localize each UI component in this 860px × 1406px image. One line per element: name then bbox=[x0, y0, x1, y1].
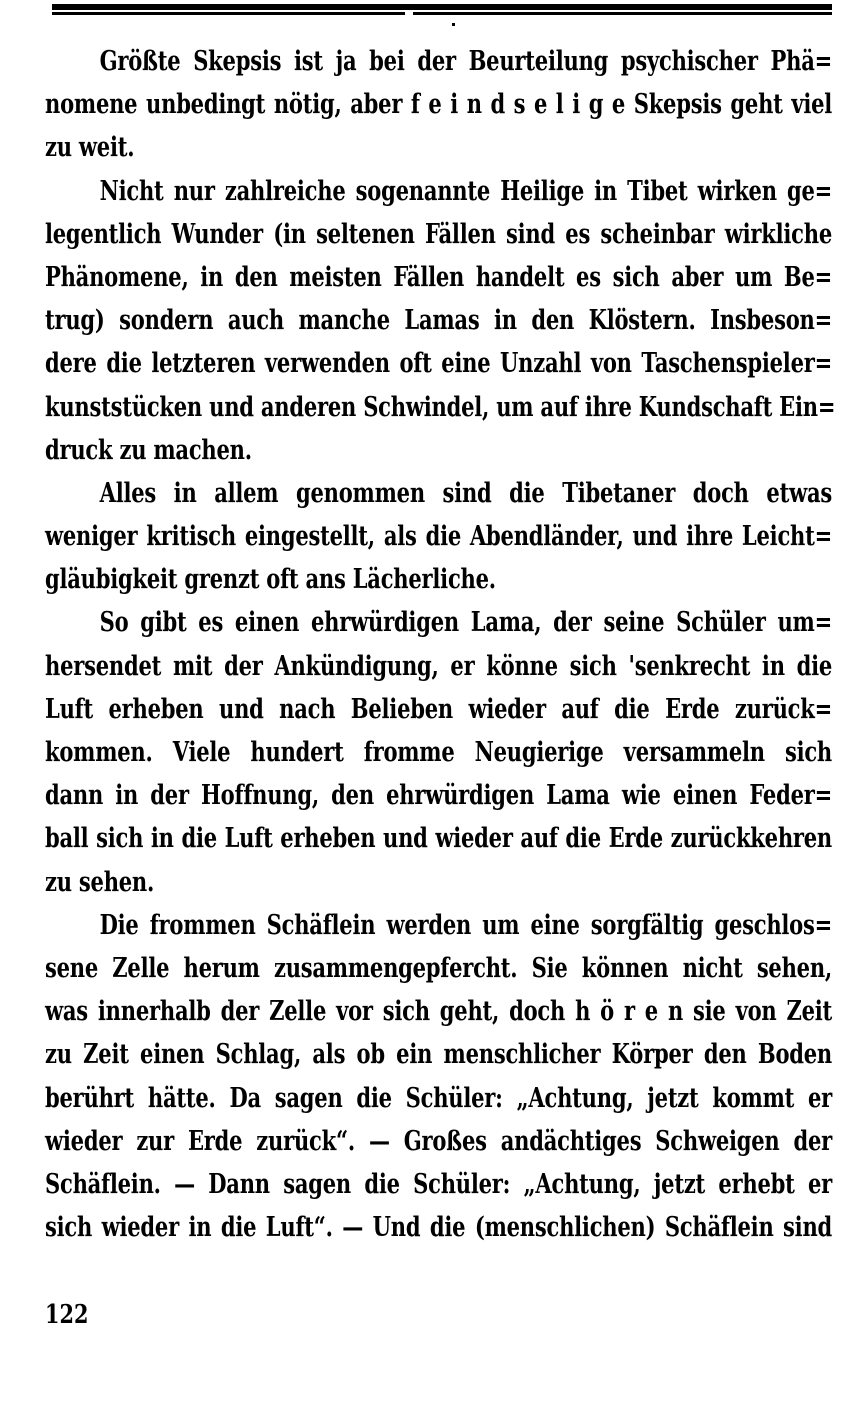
header-dot bbox=[452, 23, 455, 26]
text-line: zu weit. bbox=[45, 132, 135, 164]
header-rule-thick bbox=[52, 4, 832, 10]
text-line: kommen. Viele hundert fromme Neugierige versammeln sich bbox=[45, 737, 833, 768]
paragraph-first-line: So gibt es einen ehrwürdigen Lama, der seine Schüler um= bbox=[99, 607, 833, 639]
text-line: was innerhalb der Zelle vor sich geht, doch h ö r e n sie von Zeit bbox=[45, 996, 833, 1028]
text-line: zu sehen. bbox=[45, 866, 155, 898]
text-line: druck zu machen. bbox=[45, 434, 252, 466]
paragraph-first-line: Nicht nur zahlreiche sogenannte Heilige in Tibet wirken ge= bbox=[99, 175, 833, 207]
text-line: sich wieder in die Luft“. — Und die (menschlichen) Schäflein sind bbox=[45, 1212, 833, 1244]
paragraph-first-line: Die frommen Schäflein werden um eine sorgfältig geschlos= bbox=[99, 909, 833, 941]
header-rule-gap bbox=[405, 11, 413, 16]
text-line: ball sich in die Luft erheben und wieder auf die Erde zurückkehren bbox=[45, 823, 833, 855]
page-number: 122 bbox=[45, 1300, 89, 1330]
text-line: dann in der Hoffnung, den ehrwürdigen Lama wie einen Feder= bbox=[45, 780, 833, 812]
text-line: Schäflein. — Dann sagen die Schüler: „Achtung, jetzt erhebt er bbox=[45, 1168, 833, 1200]
body-text bbox=[45, 40, 836, 1249]
text-line: nomene unbedingt nötig, aber f e i n d s e l i g e Skepsis geht viel bbox=[45, 89, 833, 121]
text-line: dere die letzteren verwenden oft eine Unzahl von Taschenspieler= bbox=[45, 348, 833, 380]
text-line: weniger kritisch eingestellt, als die Abendländer, und ihre Leicht= bbox=[45, 521, 833, 553]
header-rule-thin bbox=[52, 12, 832, 15]
text-line: wieder zur Erde zurück“. — Großes andächtiges Schweigen der bbox=[45, 1125, 833, 1157]
text-line: zu Zeit einen Schlag, als ob ein menschlicher Körper den Boden bbox=[45, 1039, 833, 1071]
text-line: hersendet mit der Ankündigung, er könne sich 'senkrecht in die bbox=[45, 650, 833, 682]
text-line: Phänomene, in den meisten Fällen handelt es sich aber um Be= bbox=[45, 261, 833, 293]
text-line: Luft erheben und nach Belieben wieder auf die Erde zurück= bbox=[45, 693, 833, 725]
text-line: legentlich Wunder (in seltenen Fällen sind es scheinbar wirkliche bbox=[45, 218, 833, 250]
text-line: berührt hätte. Da sagen die Schüler: „Achtung, jetzt kommt er bbox=[45, 1082, 833, 1114]
text-line: kunststücken und anderen Schwindel, um auf ihre Kundschaft Ein= bbox=[45, 391, 836, 423]
text-line: gläubigkeit grenzt oft ans Lächerliche. bbox=[45, 564, 496, 596]
paragraph-first-line: Größte Skepsis ist ja bei der Beurteilung psychischer Phä= bbox=[99, 46, 833, 77]
text-line: sene Zelle herum zusammengepfercht. Sie können nicht sehen, bbox=[45, 952, 833, 984]
text-line: trug) sondern auch manche Lamas in den Klöstern. Insbeson= bbox=[45, 305, 833, 337]
paragraph-first-line: Alles in allem genommen sind die Tibetaner doch etwas bbox=[99, 477, 833, 509]
